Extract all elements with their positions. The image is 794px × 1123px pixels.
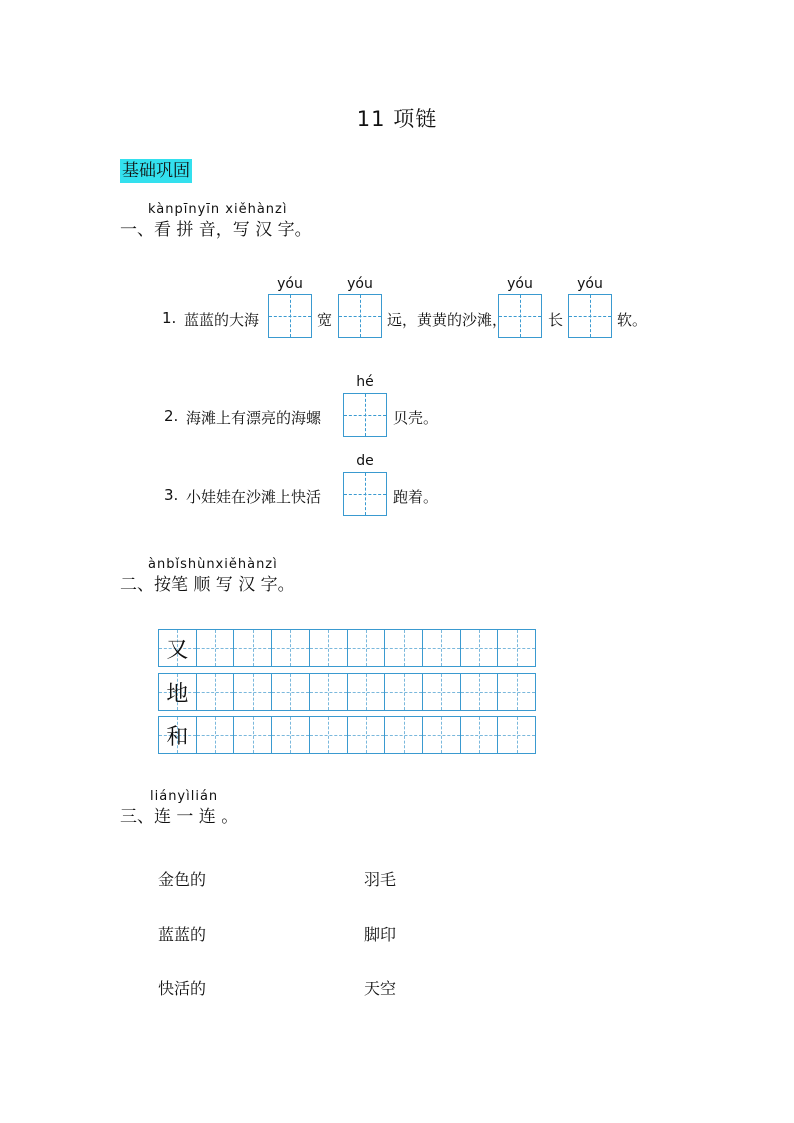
q1-text-2: 宽 [317, 311, 333, 329]
q1-text-1: 蓝蓝的大海 [184, 311, 260, 329]
q3-text-2: 跑着。 [393, 488, 439, 506]
q2-text-1: 海滩上有漂亮的海螺 [186, 409, 322, 427]
practice-cell[interactable] [197, 717, 235, 753]
match-left-item[interactable]: 快活的 [158, 979, 207, 998]
q1-answer-box-4[interactable] [568, 294, 612, 338]
practice-cell[interactable] [385, 630, 423, 666]
q1-pinyin-2: yóu [347, 276, 373, 292]
practice-cell[interactable] [272, 630, 310, 666]
practice-cell[interactable] [498, 717, 535, 753]
model-character: 和 [166, 724, 189, 750]
stroke-order-row-2 [158, 673, 536, 711]
q1-pinyin-1: yóu [277, 276, 303, 292]
practice-cell[interactable] [272, 717, 310, 753]
practice-cell[interactable] [498, 674, 535, 710]
q1-text-4: 长 [548, 311, 564, 329]
match-right-item[interactable]: 羽毛 [364, 870, 397, 889]
model-cell [159, 630, 197, 666]
practice-cell[interactable] [310, 674, 348, 710]
q1-text-5: 软。 [617, 311, 648, 329]
q3-pinyin: de [356, 453, 374, 469]
match-right-item[interactable]: 脚印 [364, 925, 397, 944]
practice-cell[interactable] [197, 630, 235, 666]
practice-cell[interactable] [348, 717, 386, 753]
section-badge: 基础巩固 [122, 161, 190, 181]
q3-number: 3. [164, 486, 179, 504]
practice-cell[interactable] [423, 674, 461, 710]
q1-answer-box-3[interactable] [498, 294, 542, 338]
section1-pinyin: kànpīnyīn xiěhànzì [148, 202, 288, 217]
q1-text-3: 远，黄黄的沙滩， [387, 311, 508, 329]
practice-cell[interactable] [348, 674, 386, 710]
q2-number: 2. [164, 407, 179, 425]
match-left-item[interactable]: 金色的 [158, 870, 207, 889]
practice-cell[interactable] [498, 630, 535, 666]
section1-heading: 一、看 拼 音，写 汉 字。 [120, 220, 312, 240]
stroke-order-row-3 [158, 716, 536, 754]
practice-cell[interactable] [272, 674, 310, 710]
q2-text-2: 贝壳。 [393, 409, 439, 427]
practice-cell[interactable] [197, 674, 235, 710]
q2-answer-box[interactable] [343, 393, 387, 437]
model-cell [159, 674, 197, 710]
section2-pinyin: ànbǐshùnxiěhànzì [148, 557, 278, 572]
practice-cell[interactable] [461, 674, 499, 710]
q2-pinyin: hé [356, 374, 374, 390]
match-left-item[interactable]: 蓝蓝的 [158, 925, 207, 944]
model-character: 地 [166, 681, 189, 707]
practice-cell[interactable] [461, 630, 499, 666]
section2-heading: 二、按笔 顺 写 汉 字。 [120, 575, 295, 595]
practice-cell[interactable] [310, 630, 348, 666]
practice-cell[interactable] [348, 630, 386, 666]
model-character: 又 [166, 637, 189, 663]
stroke-order-row-1 [158, 629, 536, 667]
practice-cell[interactable] [423, 630, 461, 666]
match-right-item[interactable]: 天空 [364, 979, 397, 998]
q1-number: 1. [162, 309, 177, 327]
page-title: 11 项链 [356, 107, 438, 131]
practice-cell[interactable] [234, 630, 272, 666]
q1-pinyin-4: yóu [577, 276, 603, 292]
q3-text-1: 小娃娃在沙滩上快活 [186, 488, 322, 506]
practice-cell[interactable] [423, 717, 461, 753]
practice-cell[interactable] [310, 717, 348, 753]
practice-cell[interactable] [385, 717, 423, 753]
practice-cell[interactable] [234, 674, 272, 710]
q3-answer-box[interactable] [343, 472, 387, 516]
section3-heading: 三、连 一 连 。 [120, 807, 239, 827]
q1-answer-box-1[interactable] [268, 294, 312, 338]
model-cell [159, 717, 197, 753]
section3-pinyin: liányìlián [150, 789, 219, 804]
q1-pinyin-3: yóu [507, 276, 533, 292]
practice-cell[interactable] [461, 717, 499, 753]
practice-cell[interactable] [234, 717, 272, 753]
q1-answer-box-2[interactable] [338, 294, 382, 338]
practice-cell[interactable] [385, 674, 423, 710]
